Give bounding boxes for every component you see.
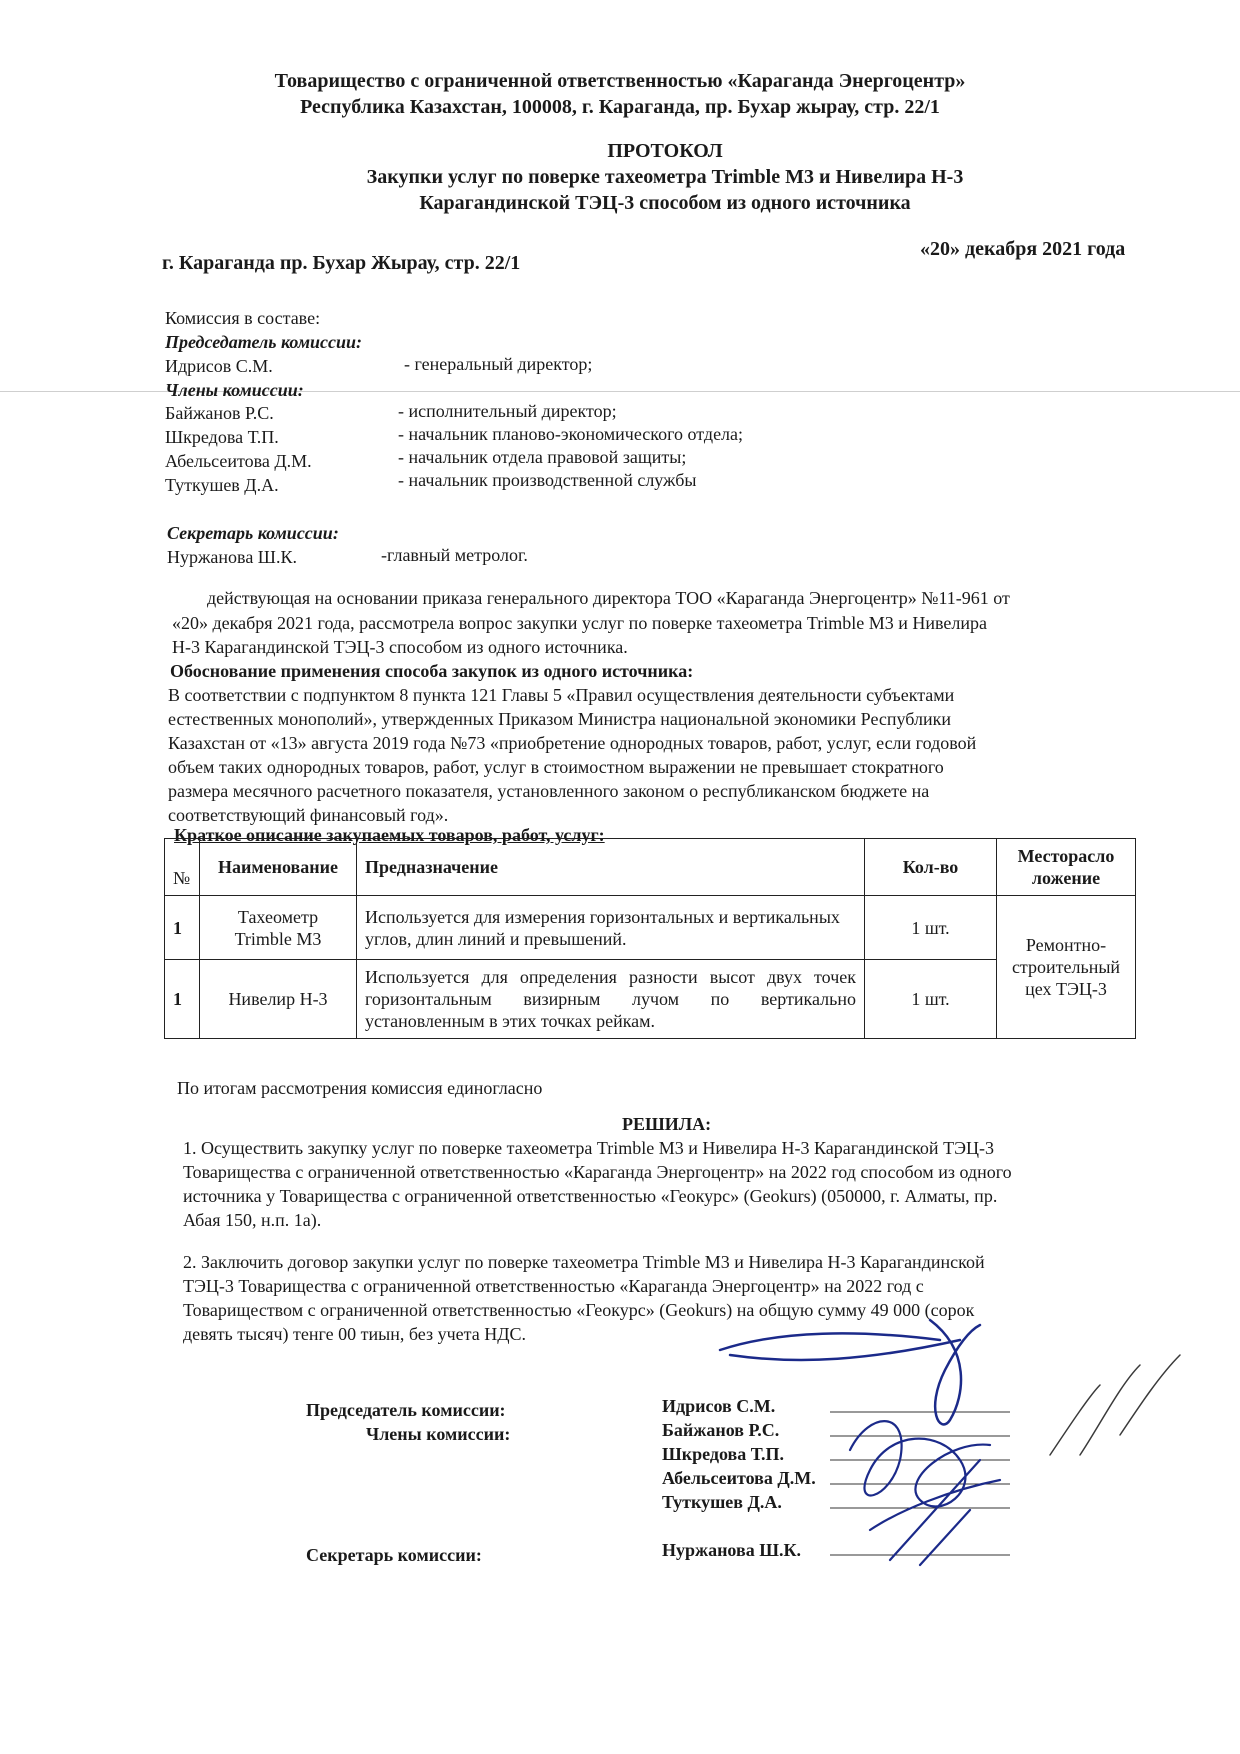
- commission-intro: Комиссия в составе:: [165, 308, 321, 328]
- row-name-line: Trimble M3: [234, 928, 322, 949]
- row-purpose: Используется для измерения горизонтальных и вертикальных углов, длин линий и превышений.: [357, 896, 865, 960]
- table-row: [165, 896, 1136, 960]
- member-name: Абельсеитова Д.М.: [165, 451, 312, 471]
- paragraph-2-line: Казахстан от «13» августа 2019 года №73 «приобретение однородных товаров, работ, услуг, если годовой: [168, 733, 977, 753]
- signatory-name: Шкредова Т.П.: [662, 1444, 784, 1464]
- signatory-name: Идрисов С.М.: [662, 1396, 776, 1416]
- decision-intro: По итогам рассмотрения комиссия единогласно: [177, 1078, 543, 1098]
- member-name: Шкредова Т.П.: [165, 427, 279, 447]
- decision-2-line: Товариществом с ограниченной ответственностью «Геокурс» (Geokurs) на общую сумму 49 000 (сорок: [183, 1300, 975, 1320]
- paragraph-1-line: «20» декабря 2021 года, рассмотрела вопрос закупки услуг по поверке тахеометра Trimble M3 и Нивелира: [172, 613, 987, 633]
- protocol-subtitle-2: Карагандинской ТЭЦ-3 способом из одного источника: [419, 192, 911, 214]
- protocol-title: ПРОТОКОЛ: [607, 140, 723, 162]
- secretary-heading: Секретарь комиссии:: [167, 523, 339, 543]
- row-name: [200, 960, 357, 1039]
- signatory-name: Абельсеитова Д.М.: [662, 1468, 816, 1488]
- chair-role: - генеральный директор;: [404, 354, 593, 374]
- decision-1-line: Абая 150, н.п. 1а).: [183, 1210, 322, 1230]
- member-role: - начальник планово-экономического отдела;: [398, 424, 744, 444]
- protocol-date: «20» декабря 2021 года: [920, 238, 1126, 260]
- paragraph-1-line: Н-3 Карагандинской ТЭЦ-3 способом из одного источника.: [172, 637, 628, 657]
- table-row: [165, 960, 1136, 1039]
- address-line: Республика Казахстан, 100008, г. Караганда, пр. Бухар жырау, стр. 22/1: [300, 96, 940, 118]
- col-header-location-line: Месторасло: [1017, 846, 1115, 866]
- row-purpose: Используется для определения разности высот двух точек горизонтальным визирным лучом по вертикально установленным в этих точках рейкам.: [357, 960, 865, 1039]
- location-line: цех ТЭЦ-3: [1025, 979, 1107, 999]
- col-header-quantity: Кол-во: [865, 839, 997, 896]
- row-name: [200, 896, 357, 960]
- chair-heading: Председатель комиссии:: [165, 332, 363, 352]
- protocol-place: г. Караганда пр. Бухар Жырау, стр. 22/1: [162, 252, 521, 274]
- col-header-number: №: [165, 839, 200, 896]
- member-name: Байжанов Р.С.: [165, 403, 274, 423]
- row-number: 1: [165, 960, 200, 1039]
- col-header-purpose: Предназначение: [357, 839, 865, 896]
- extra-signature-scribble: [1030, 1345, 1210, 1485]
- secretary-name: Нуржанова Ш.К.: [167, 547, 297, 567]
- col-header-name: Наименование: [200, 839, 357, 896]
- row-name-line: Тахеометр: [237, 906, 319, 927]
- decision-1-line: Товарищества с ограниченной ответственностью «Караганда Энергоцентр» на 2022 год способом из одного: [183, 1162, 1012, 1182]
- secretary-role: -главный метролог.: [381, 545, 528, 565]
- decision-2-line: 2. Заключить договор закупки услуг по поверке тахеометра Trimble M3 и Нивелира Н-3 Карагандинской: [183, 1252, 985, 1272]
- paragraph-2-line: В соответствии с подпунктом 8 пункта 121 Главы 5 «Правил осуществления деятельности субъектами: [168, 685, 955, 705]
- chair-name: Идрисов С.М.: [165, 356, 273, 376]
- member-name: Туткушев Д.А.: [165, 475, 279, 495]
- paragraph-2-line: объем таких однородных товаров, работ, услуг в стоимостном выражении не превышает стократного: [168, 757, 944, 777]
- member-role: - начальник производственной службы: [398, 470, 697, 490]
- member-role: - исполнительный директор;: [398, 401, 617, 421]
- paragraph-2-line: естественных монополий», утвержденных Приказом Министра национальной экономики Республики: [168, 709, 951, 729]
- row-quantity: 1 шт.: [865, 960, 997, 1039]
- items-table: [164, 838, 1136, 1039]
- signature-chair-label: Председатель комиссии:: [306, 1400, 506, 1420]
- location-line: строительный: [1011, 957, 1121, 977]
- protocol-subtitle-1: Закупки услуг по поверке тахеометра Trimble M3 и Нивелира Н-3: [366, 166, 964, 188]
- decision-heading: РЕШИЛА:: [622, 1114, 712, 1134]
- signatory-name: Нуржанова Ш.К.: [662, 1540, 802, 1560]
- paragraph-1-line: действующая на основании приказа генерального директора ТОО «Караганда Энергоцентр» №11-961 от: [207, 588, 1010, 608]
- members-heading: Члены комиссии:: [165, 380, 304, 400]
- member-role: - начальник отдела правовой защиты;: [398, 447, 687, 467]
- col-header-location-line: ложение: [1031, 868, 1101, 888]
- col-header-location: [997, 839, 1136, 896]
- decision-2-line: девять тысяч) тенге 00 тиын, без учета НДС.: [183, 1324, 527, 1344]
- table-heading: Краткое описание закупаемых товаров, работ, услуг:: [174, 825, 605, 845]
- decision-1-line: источника у Товарищества с ограниченной ответственностью «Геокурс» (Geokurs) (050000, г. Алматы, пр.: [183, 1186, 998, 1206]
- location-line: Ремонтно-: [1025, 935, 1107, 955]
- justification-heading: Обоснование применения способа закупок из одного источника:: [170, 661, 694, 681]
- decision-2-line: ТЭЦ-3 Товарищества с ограниченной ответственностью «Караганда Энергоцентр» на 2022 год с: [183, 1276, 924, 1296]
- signature-members-label: Члены комиссии:: [366, 1424, 511, 1444]
- table-header-row: [165, 839, 1136, 896]
- decision-1-line: 1. Осуществить закупку услуг по поверке тахеометра Trimble M3 и Нивелира Н-3 Карагандинской ТЭЦ-3: [183, 1138, 994, 1158]
- row-number: 1: [165, 896, 200, 960]
- signatory-name: Байжанов Р.С.: [662, 1420, 780, 1440]
- paragraph-2-line: размера месячного расчетного показателя, установленного законом о республиканском бюджете на: [168, 781, 930, 801]
- row-name-line: Нивелир Н-3: [228, 989, 328, 1009]
- signature-secretary-label: Секретарь комиссии:: [306, 1545, 482, 1565]
- paragraph-2-line: соответствующий финансовый год».: [168, 805, 449, 825]
- signatory-name: Туткушев Д.А.: [662, 1492, 782, 1512]
- row-quantity: 1 шт.: [865, 896, 997, 960]
- member-signature-scribble: [830, 1390, 1030, 1590]
- org-line: Товарищество с ограниченной ответственностью «Караганда Энергоцентр»: [274, 70, 966, 92]
- row-location: [997, 896, 1136, 1039]
